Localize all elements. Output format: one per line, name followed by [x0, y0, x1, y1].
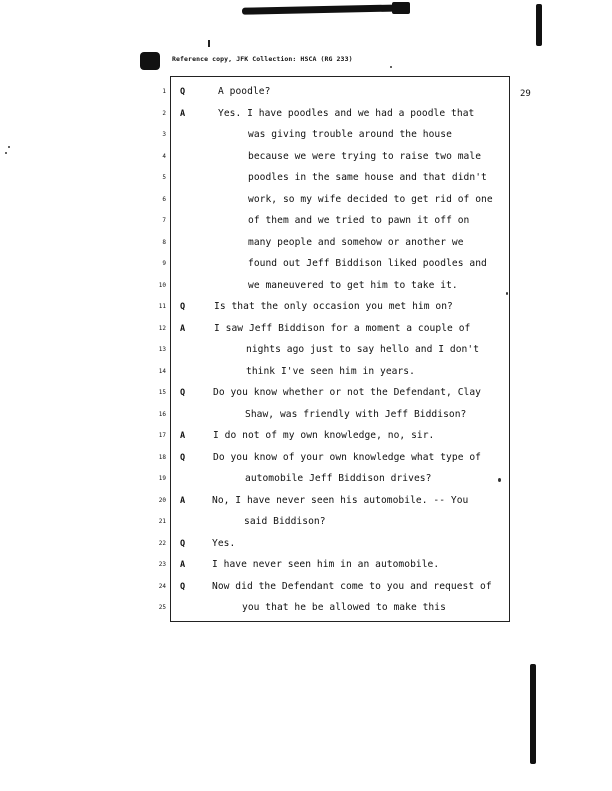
line-number: 4 — [162, 153, 166, 160]
line-number: 5 — [162, 174, 166, 181]
page-number: 29 — [520, 89, 531, 99]
transcript-line: Now did the Defendant come to you and request of — [212, 581, 492, 592]
transcript-line: Yes. — [212, 538, 236, 549]
transcript-line: No, I have never seen his automobile. -- You — [212, 495, 469, 506]
transcript-line: found out Jeff Biddison liked poodles and — [248, 258, 487, 269]
transcript-line: I do not of my own knowledge, no, sir. — [213, 430, 435, 441]
line-number: 13 — [158, 346, 166, 353]
line-number: 20 — [158, 497, 166, 504]
line-number: 18 — [158, 454, 166, 461]
line-number: 22 — [158, 540, 166, 547]
transcript-line: Shaw, was friendly with Jeff Biddison? — [245, 409, 467, 420]
transcript-line: you that he be allowed to make this — [242, 602, 446, 613]
transcript-line: nights ago just to say hello and I don't — [246, 344, 480, 355]
line-number: 16 — [158, 411, 166, 418]
speaker-label: A — [180, 560, 186, 570]
line-number: 15 — [158, 389, 166, 396]
scan-margin-mark — [530, 664, 536, 764]
transcript-line: A poodle? — [218, 86, 271, 97]
speaker-label: Q — [180, 87, 186, 97]
transcript-line: think I've seen him in years. — [246, 366, 415, 377]
transcript-line: was giving trouble around the house — [248, 129, 452, 140]
scan-speck — [5, 152, 7, 154]
transcript-line: said Biddison? — [244, 516, 326, 527]
line-number: 23 — [158, 561, 166, 568]
line-number: 21 — [158, 518, 166, 525]
redaction-smear — [242, 4, 408, 14]
scan-speck — [498, 478, 501, 482]
reference-header: Reference copy, JFK Collection: HSCA (RG 233) — [172, 55, 353, 63]
line-number: 2 — [162, 110, 166, 117]
scan-speck — [506, 292, 508, 295]
speaker-label: A — [180, 109, 186, 119]
line-number: 24 — [158, 583, 166, 590]
speaker-label: A — [180, 496, 186, 506]
scan-speck — [390, 66, 392, 68]
speaker-label: A — [180, 431, 186, 441]
line-number: 17 — [158, 432, 166, 439]
speaker-label: Q — [180, 302, 186, 312]
scan-speck — [8, 146, 10, 148]
speaker-label: A — [180, 324, 186, 334]
line-number: 7 — [162, 217, 166, 224]
line-number: 25 — [158, 604, 166, 611]
transcript-line: I have never seen him in an automobile. — [212, 559, 440, 570]
scan-margin-mark — [536, 4, 542, 46]
scan-tick-mark — [208, 40, 210, 47]
line-number: 14 — [158, 368, 166, 375]
line-number: 12 — [158, 325, 166, 332]
line-number: 9 — [162, 260, 166, 267]
transcript-line: Do you know of your own knowledge what type of — [213, 452, 481, 463]
transcript-line: of them and we tried to pawn it off on — [248, 215, 470, 226]
punch-hole-blot — [140, 52, 160, 70]
line-number: 6 — [162, 196, 166, 203]
transcript-line: many people and somehow or another we — [248, 237, 464, 248]
line-number: 3 — [162, 131, 166, 138]
line-number: 10 — [158, 282, 166, 289]
speaker-label: Q — [180, 539, 186, 549]
redaction-smear — [392, 2, 410, 14]
transcript-line: poodles in the same house and that didn't — [248, 172, 487, 183]
line-number: 1 — [162, 88, 166, 95]
transcript-line: work, so my wife decided to get rid of one — [248, 194, 493, 205]
speaker-label: Q — [180, 582, 186, 592]
transcript-line: because we were trying to raise two male — [248, 151, 482, 162]
speaker-label: Q — [180, 388, 186, 398]
transcript-line: Is that the only occasion you met him on? — [214, 301, 453, 312]
transcript-line: Yes. I have poodles and we had a poodle that — [218, 108, 475, 119]
transcript-line: Do you know whether or not the Defendant, Clay — [213, 387, 481, 398]
speaker-label: Q — [180, 453, 186, 463]
line-number: 11 — [158, 303, 166, 310]
transcript-line: I saw Jeff Biddison for a moment a couple of — [214, 323, 471, 334]
line-number: 19 — [158, 475, 166, 482]
transcript-line: we maneuvered to get him to take it. — [248, 280, 458, 291]
line-number: 8 — [162, 239, 166, 246]
transcript-line: automobile Jeff Biddison drives? — [245, 473, 432, 484]
